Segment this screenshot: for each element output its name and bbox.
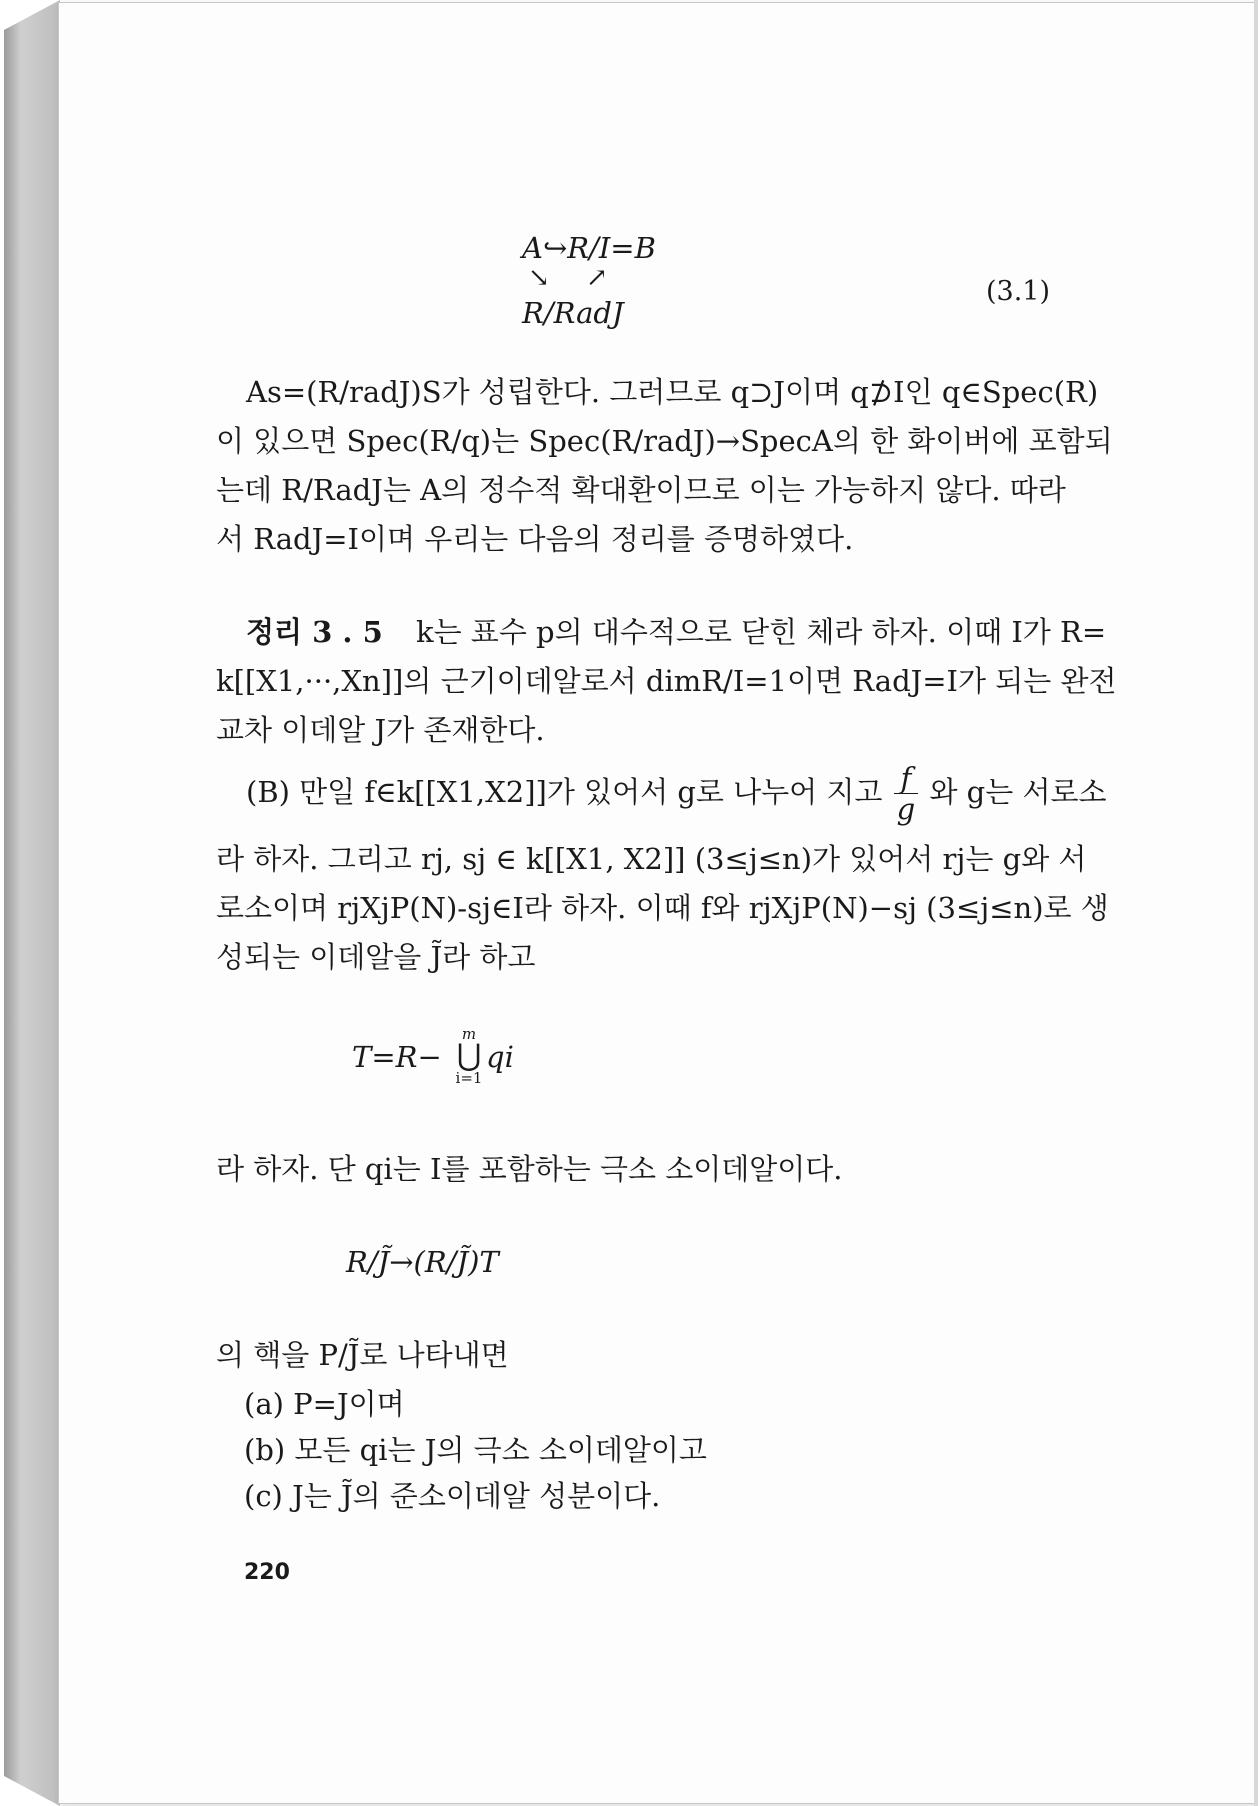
item-b: (b) 모든 qi는 J의 극소 소이데알이고 bbox=[244, 1433, 707, 1467]
equation-number: (3.1) bbox=[986, 276, 1051, 307]
para1-line-2: 이 있으면 Spec(R/q)는 Spec(R/radJ)→SpecA의 한 화이버에 포함되 bbox=[216, 424, 1113, 458]
theorem-line-2: k[[X1,···,Xn]]의 근기이데알로서 dimR/I=1이면 RadJ=I가 되는 완전 bbox=[216, 664, 1117, 698]
fraction-numerator: f bbox=[894, 763, 919, 794]
eq-T-union bbox=[452, 1026, 486, 1086]
union-bottom: i=1 bbox=[455, 1069, 483, 1087]
partB-line-1-pre: (B) 만일 f∈k[[X1,X2]]가 있어서 g로 나누어 지고 bbox=[246, 774, 883, 809]
partB-line-1 bbox=[246, 763, 1107, 825]
page-edge bbox=[1254, 0, 1258, 1806]
diagram-arrow-left: ↘ bbox=[528, 263, 550, 293]
diagram-top: A↪R/I=B bbox=[522, 231, 656, 265]
union-symbol: ⋃ bbox=[456, 1038, 482, 1073]
fraction-f-over-g bbox=[894, 763, 919, 825]
diagram-arrow-right: ↗ bbox=[586, 263, 608, 293]
partB-line-3: 로소이며 rjXjP(N)-sj∈I라 하자. 이때 f와 rjXjP(N)−sj (3≤j≤n)로 생 bbox=[216, 891, 1109, 925]
eq-T-rhs: qi bbox=[486, 1040, 514, 1074]
diagram-bottom: R/RadJ bbox=[522, 296, 624, 330]
fraction-denominator: g bbox=[896, 792, 916, 827]
partB-line-1-post: 와 g는 서로소 bbox=[929, 774, 1107, 809]
eq-map: R/J̃→(R/J̃)T bbox=[346, 1245, 499, 1279]
page-number: 220 bbox=[244, 1560, 290, 1585]
theorem-label: 정리 3 . 5 bbox=[246, 615, 383, 649]
union-top: m bbox=[461, 1025, 477, 1043]
item-c: (c) J는 J̃의 준소이데알 성분이다. bbox=[244, 1479, 661, 1513]
para1-line-3: 는데 R/RadJ는 A의 정수적 확대환이므로 이는 가능하지 않다. 따라 bbox=[216, 473, 1066, 507]
book-spine bbox=[4, 0, 60, 1806]
para1-line-4: 서 RadJ=I이며 우리는 다음의 정리를 증명하였다. bbox=[216, 522, 854, 556]
partB-line-4: 성되는 이데알을 J̃라 하고 bbox=[216, 940, 536, 974]
eq-T-lhs: T=R− bbox=[352, 1040, 442, 1074]
para2: 라 하자. 단 qi는 I를 포함하는 극소 소이데알이다. bbox=[216, 1152, 843, 1186]
theorem-line-3: 교차 이데알 J가 존재한다. bbox=[216, 713, 545, 747]
item-a: (a) P=J이며 bbox=[244, 1387, 405, 1421]
theorem-line-1: k는 표수 p의 대수적으로 닫힌 체라 하자. 이때 I가 R= bbox=[416, 615, 1107, 649]
para1-line-1: As=(R/radJ)S가 성립한다. 그러므로 q⊃J이며 q⊅I인 q∈Spec(R) bbox=[246, 375, 1099, 409]
partB-line-2: 라 하자. 그리고 rj, sj ∈ k[[X1, X2]] (3≤j≤n)가 있어서 rj는 g와 서 bbox=[216, 842, 1087, 876]
para3: 의 핵을 P/J̃로 나타내면 bbox=[216, 1338, 509, 1372]
